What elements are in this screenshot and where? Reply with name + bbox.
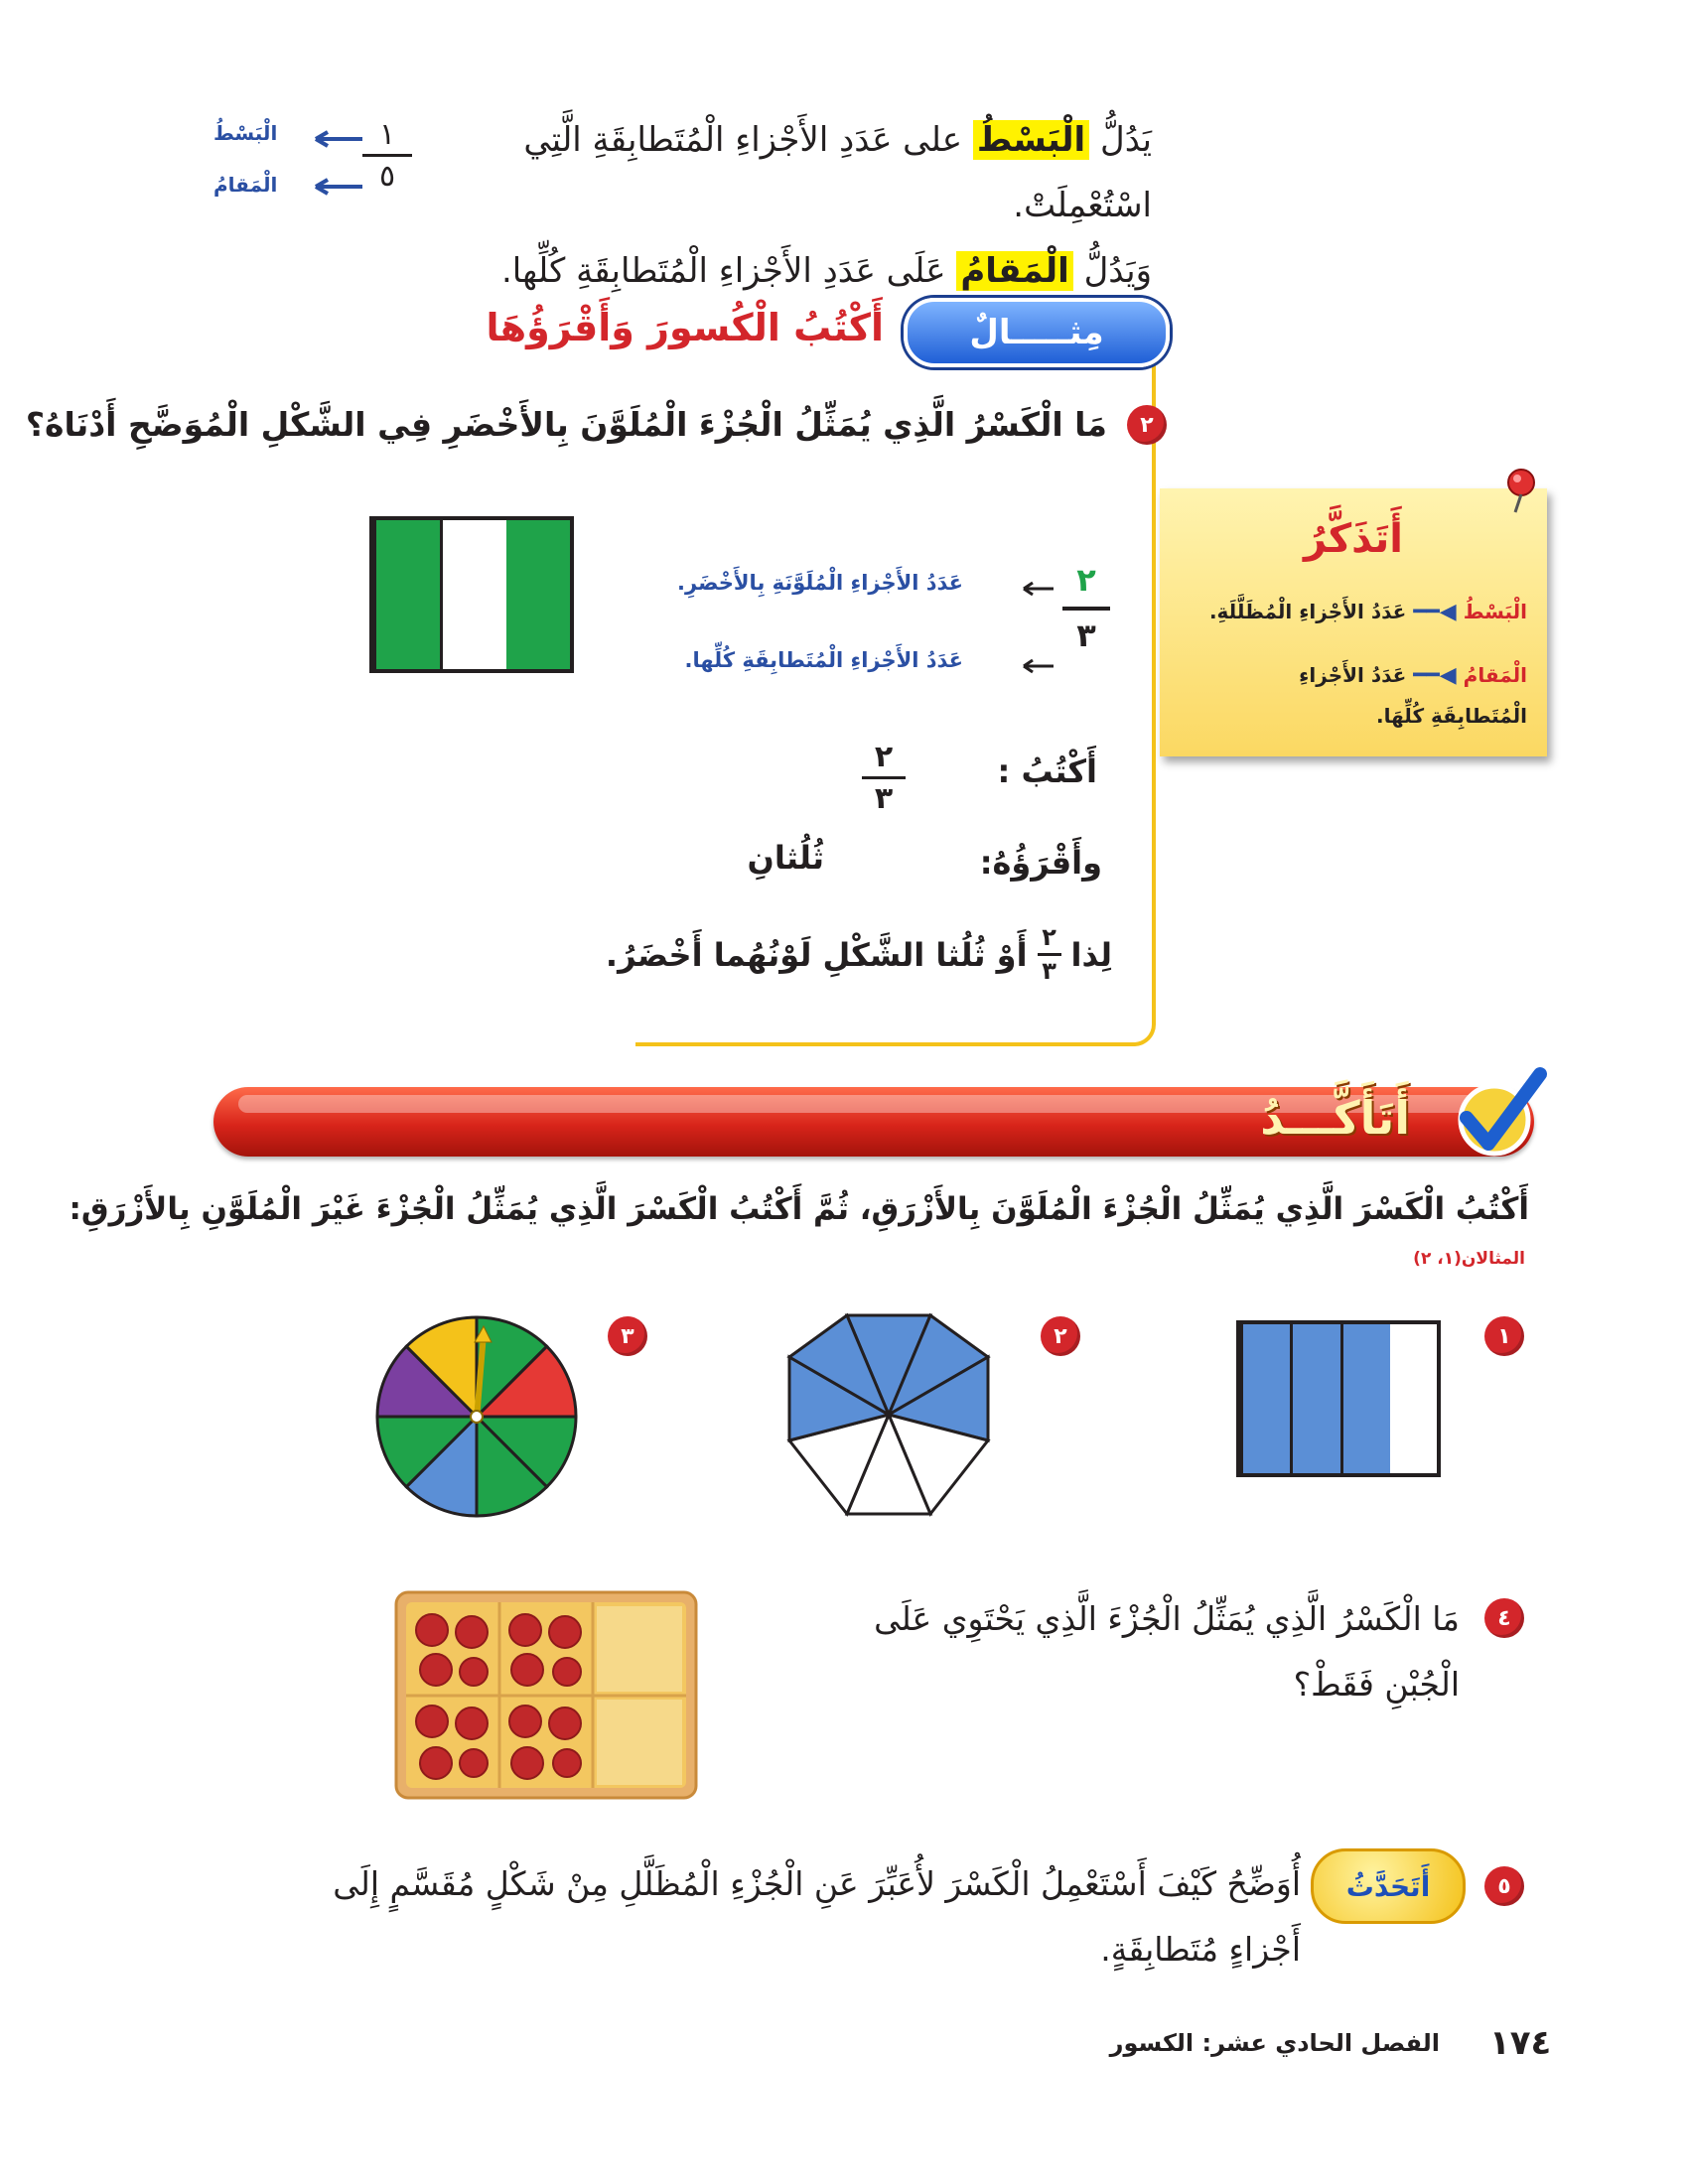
footer-topic: الكسور xyxy=(1109,2029,1195,2057)
green-part-1 xyxy=(373,520,440,669)
reminder-term-numerator: الْبَسْطُ xyxy=(1463,600,1527,623)
example-number-badge: ٢ xyxy=(1127,405,1167,445)
denominator-note: عَدَدُ الأَجْزاءِ الْمُتَطابِقَةِ كُلِّها. xyxy=(684,648,963,672)
footer-chapter xyxy=(993,2029,1440,2057)
page-number: ١٧٤ xyxy=(1489,2023,1552,2063)
intro-numerator: ١ xyxy=(378,117,396,152)
fraction-explanation xyxy=(677,561,1112,710)
example-badge xyxy=(904,298,1170,367)
example-conclusion xyxy=(605,923,1112,986)
check-banner-title: أَتَأَكَّـــدُ xyxy=(1260,1091,1410,1145)
rect-part-2 xyxy=(1290,1324,1339,1473)
exercise-2-badge: ٢ xyxy=(1041,1316,1080,1356)
example-title: أَكْتُبُ الْكُسورَ وَأَقْرَؤُهَا xyxy=(486,306,884,349)
reminder-text-numerator: عَدَدُ الأَجْزاءِ الْمُظَلَّلَةِ. xyxy=(1208,600,1407,623)
exercise-5-badge: ٥ xyxy=(1484,1866,1524,1906)
example-question: مَا الْكَسْرُ الَّذِي يُمَثِّلُ الْجُزْءَ الْمُلَوَّنَ بِالأَخْضَرِ فِي الشَّكْلِ الْمُوَضَّحِ أَدْنَاهُ؟ xyxy=(25,405,1107,444)
check-instruction: أَكْتُبُ الْكَسْرَ الَّذِي يُمَثِّلُ الْجُزْءَ الْمُلَوَّنَ بِالأَزْرَقِ، ثُمَّ أَكْتُبُ الْكَسْرَ الَّذِي يُمَثِّلُ الْجُزْءَ غَيْرَ الْمُلَوَّنِ بِالأَزْرَقِ: xyxy=(69,1191,1529,1227)
green-part-2 xyxy=(506,520,570,669)
reminder-arrow-1-icon: ◀━━ xyxy=(1413,600,1457,624)
reminder-title: أَتَذَكَّرُ xyxy=(1304,516,1403,562)
reminder-term-denominator: الْمَقامُ xyxy=(1463,663,1527,687)
numerator-label: الْبَسْطُ xyxy=(213,121,278,145)
conclusion-numerator: ٢ xyxy=(1042,923,1056,951)
reminder-text-denominator: عَدَدُ الأَجْزاءِ الْمُتَطابِقَةِ كُلِّهَا. xyxy=(1299,663,1527,728)
exercise-3-spinner xyxy=(372,1312,581,1521)
white-part xyxy=(440,520,506,669)
reminder-row-1 xyxy=(1170,600,1527,624)
intro-line-2-pre: وَيَدُلُّ xyxy=(1083,251,1152,291)
example-numerator: ٢ xyxy=(1076,561,1096,599)
talk-bubble xyxy=(1311,1848,1466,1924)
talk-label: أَتَحَدَّثُ xyxy=(1345,1869,1431,1903)
exercise-5-text: أُوَضِّحُ كَيْفَ أَسْتَعْمِلُ الْكَسْرَ لأُعَبِّرَ عَنِ الْجُزْءِ الْمُظَلَّلِ مِنْ شَكْلٍ مُقَسَّمٍ إِلَى أَجْزاءٍ مُتَطابِقَةٍ. xyxy=(333,1864,1301,1969)
note-arrow-icons xyxy=(1018,575,1057,674)
intro-line-1 xyxy=(437,107,1152,238)
conclusion-pre: لِذا xyxy=(1070,935,1112,974)
write-denominator: ٣ xyxy=(874,781,894,816)
check-banner xyxy=(213,1087,1534,1157)
exercise-1-badge: ١ xyxy=(1484,1316,1524,1356)
write-label: أَكْتُبُ : xyxy=(997,752,1097,790)
intro-denominator: ٥ xyxy=(378,159,396,194)
intro-line-2 xyxy=(437,238,1152,304)
denominator-label: الْمَقامُ xyxy=(213,173,278,197)
example-badge-label: مِثـــــالٌ xyxy=(969,313,1104,352)
rect-part-3 xyxy=(1340,1324,1390,1473)
read-value: ثُلُثانِ xyxy=(747,839,824,877)
reminder-arrow-2-icon: ◀━━ xyxy=(1413,663,1457,688)
green-thirds-shape xyxy=(369,516,574,673)
conclusion-fraction xyxy=(1038,925,1061,984)
rect-part-4 xyxy=(1390,1324,1437,1473)
exercise-2-octagon xyxy=(779,1305,998,1524)
exercise-3-badge: ٣ xyxy=(608,1316,647,1356)
pushpin-icon xyxy=(1501,467,1541,516)
conclusion-denominator: ٣ xyxy=(1042,957,1056,986)
exercise-4-badge: ٤ xyxy=(1484,1598,1524,1638)
reminder-row-2 xyxy=(1199,655,1527,736)
numerator-note: عَدَدُ الأَجْزاءِ الْمُلَوَّنَةِ بِالأَخْضَرِ. xyxy=(677,571,963,595)
numerator-term: الْبَسْطُ xyxy=(973,120,1089,160)
intro-line-1-pre: يَدُلُّ xyxy=(1099,120,1152,160)
denominator-term: الْمَقامُ xyxy=(956,251,1072,291)
conclusion-post: أَوْ ثُلُثا الشَّكْلِ لَوْنُهُما أَخْضَرُ. xyxy=(605,935,1028,974)
check-reference: المثالان(١، ٢) xyxy=(1413,1249,1525,1269)
reminder-note xyxy=(1160,488,1547,756)
footer-chapter-label: الفصل الحادي عشر: xyxy=(1201,2029,1440,2057)
write-numerator: ٢ xyxy=(874,740,894,774)
example-denominator: ٣ xyxy=(1076,616,1096,654)
intro-fraction-diagram xyxy=(213,111,427,220)
checkmark-icon xyxy=(1445,1062,1554,1161)
exercise-4-text: مَا الْكَسْرُ الَّذِي يُمَثِّلُ الْجُزْءَ الَّذِي يَحْتَوِي عَلَى الْجُبْنِ فَقَطْ؟ xyxy=(874,1599,1460,1704)
intro-text xyxy=(437,107,1152,304)
exercise-1-rectangle xyxy=(1236,1320,1441,1477)
rect-part-1 xyxy=(1240,1324,1290,1473)
arrow-icons xyxy=(308,123,367,203)
read-label: وأَقْرَؤُهُ: xyxy=(979,844,1102,882)
intro-line-1-post: على عَدَدِ الأَجْزاءِ الْمُتَطابِقَةِ الَّتِي اسْتُعْمِلَتْ. xyxy=(523,120,1152,225)
pizza-image xyxy=(392,1588,700,1802)
intro-line-2-post: عَلَى عَدَدِ الأَجْزاءِ الْمُتَطابِقَةِ كُلِّها. xyxy=(500,251,946,291)
write-fraction xyxy=(862,740,906,816)
